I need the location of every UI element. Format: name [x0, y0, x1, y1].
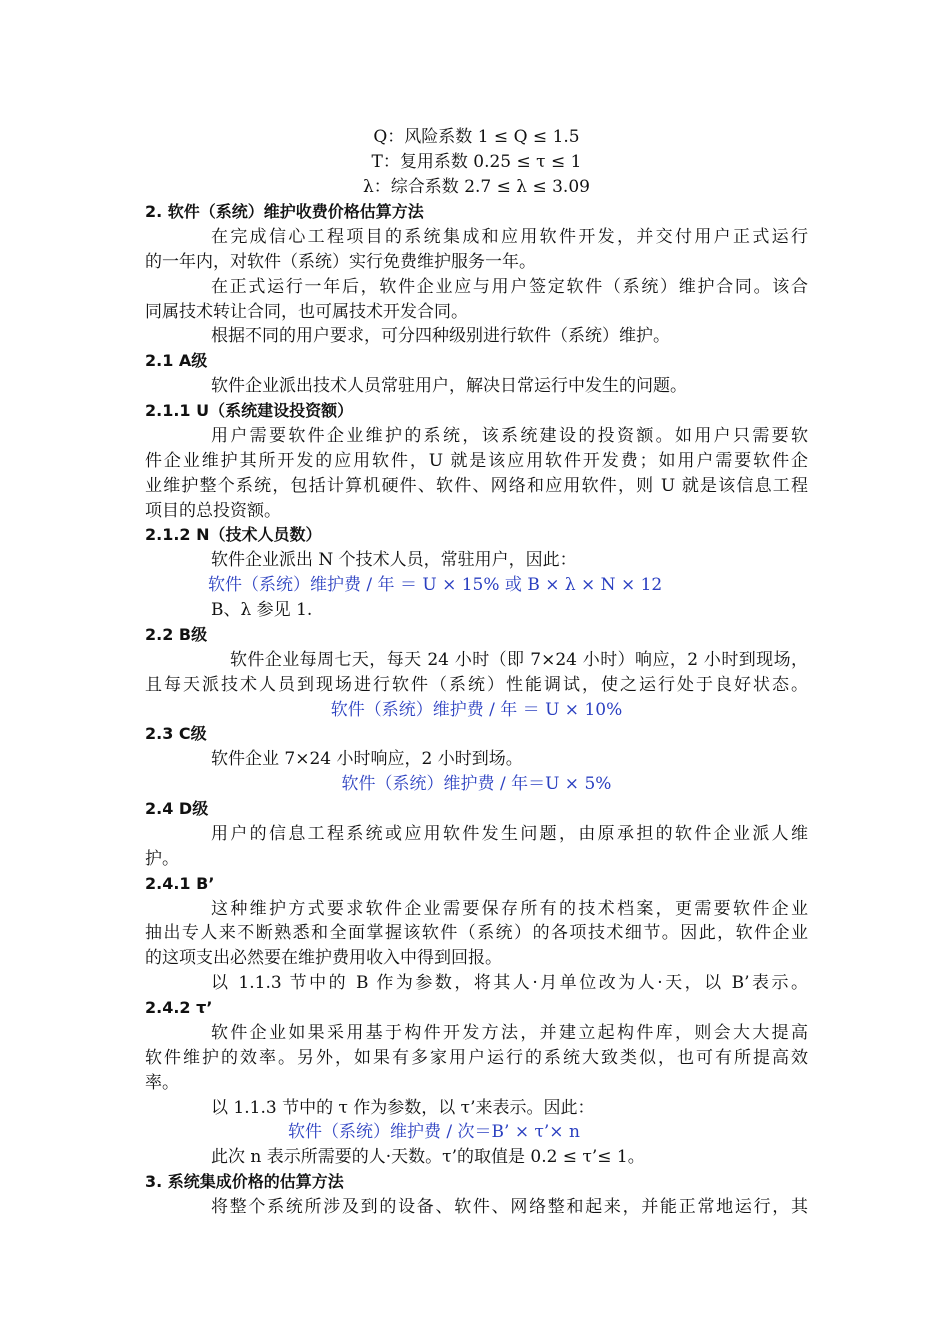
paragraph-line: 将整个系统所涉及到的设备、软件、网络整和起来，并能正常地运行，其: [211, 1197, 808, 1217]
paragraph-line: 在完成信心工程项目的系统集成和应用软件开发，并交付用户正式运行: [211, 227, 808, 247]
section-2-2-heading: 2.2 B级: [145, 625, 208, 644]
paragraph-line: B、λ 参见 1.: [211, 600, 313, 620]
paragraph-line: 以 1.1.3 节中的 τ 作为参数，以 τ’来表示。因此：: [211, 1098, 595, 1118]
paragraph-line: 用户需要软件企业维护的系统，该系统建设的投资额。如用户只需要软: [211, 426, 808, 446]
formula-level-a: 软件（系统）维护费 / 年 ＝ U × 15% 或 B × λ × N × 12: [208, 575, 663, 595]
paragraph-line: 此次 n 表示所需要的人·天数。τ’的取值是 0.2 ≤ τ’≤ 1。: [211, 1147, 645, 1167]
section-2-3-heading: 2.3 C级: [145, 724, 207, 743]
paragraph-line: 抽出专人来不断熟悉和全面掌握该软件（系统）的各项技术细节。因此，软件企业: [145, 923, 808, 943]
section-2-4-1-heading: 2.4.1 B’: [145, 874, 215, 893]
paragraph-line: 这种维护方式要求软件企业需要保存所有的技术档案，更需要软件企业: [211, 899, 808, 919]
q-coefficient-line: Q：风险系数 1 ≤ Q ≤ 1.5: [373, 127, 580, 147]
paragraph-line: 软件企业派出 N 个技术人员，常驻用户，因此：: [211, 550, 577, 570]
section-2-4-heading: 2.4 D级: [145, 799, 209, 818]
paragraph-line: 率。: [145, 1073, 179, 1093]
section-2-4-2-heading: 2.4.2 τ’: [145, 998, 213, 1017]
paragraph-line: 项目的总投资额。: [145, 501, 281, 521]
paragraph-line: 件企业维护其所开发的应用软件，U 就是该应用软件开发费；如用户需要软件企: [145, 451, 808, 471]
section-3-heading: 3. 系统集成价格的估算方法: [145, 1172, 344, 1191]
paragraph-line: 同属技术转让合同，也可属技术开发合同。: [145, 302, 468, 322]
paragraph-line: 的这项支出必然要在维护费用收入中得到回报。: [145, 948, 502, 968]
paragraph-line: 用户的信息工程系统或应用软件发生问题，由原承担的软件企业派人维: [211, 824, 808, 844]
paragraph-line: 软件企业每周七天，每天 24 小时（即 7×24 小时）响应，2 小时到现场，: [230, 650, 808, 670]
paragraph-line: 以 1.1.3 节中的 B 作为参数，将其人·月单位改为人·天，以 B’表示。: [211, 973, 808, 993]
section-2-1-2-heading: 2.1.2 N（技术人员数）: [145, 525, 322, 544]
paragraph-line: 且每天派技术人员到现场进行软件（系统）性能调试，使之运行处于良好状态。: [145, 675, 808, 695]
section-2-1-heading: 2.1 A级: [145, 351, 208, 370]
paragraph-line: 的一年内，对软件（系统）实行免费维护服务一年。: [145, 252, 536, 272]
paragraph-line: 软件企业如果采用基于构件开发方法，并建立起构件库，则会大大提高: [211, 1023, 808, 1043]
formula-level-d: 软件（系统）维护费 / 次＝B’ × τ’× n: [288, 1122, 580, 1142]
lambda-coefficient-line: λ：综合系数 2.7 ≤ λ ≤ 3.09: [363, 177, 590, 197]
paragraph-line: 业维护整个系统，包括计算机硬件、软件、网络和应用软件，则 U 就是该信息工程: [145, 476, 808, 496]
section-2-1-1-heading: 2.1.1 U（系统建设投资额）: [145, 401, 354, 420]
formula-level-b: 软件（系统）维护费 / 年 ＝ U × 10%: [330, 700, 623, 720]
t-coefficient-line: T：复用系数 0.25 ≤ τ ≤ 1: [371, 152, 582, 172]
paragraph-line: 软件企业派出技术人员常驻用户，解决日常运行中发生的问题。: [211, 376, 687, 396]
paragraph-line: 在正式运行一年后，软件企业应与用户签定软件（系统）维护合同。该合: [211, 277, 808, 297]
paragraph-line: 护。: [145, 849, 179, 869]
paragraph-line: 根据不同的用户要求，可分四种级别进行软件（系统）维护。: [211, 326, 670, 346]
paragraph-line: 软件维护的效率。另外，如果有多家用户运行的系统大致类似，也可有所提高效: [145, 1048, 808, 1068]
formula-level-c: 软件（系统）维护费 / 年＝U × 5%: [341, 774, 612, 794]
section-2-heading: 2. 软件（系统）维护收费价格估算方法: [145, 202, 424, 221]
paragraph-line: 软件企业 7×24 小时响应，2 小时到场。: [211, 749, 523, 769]
